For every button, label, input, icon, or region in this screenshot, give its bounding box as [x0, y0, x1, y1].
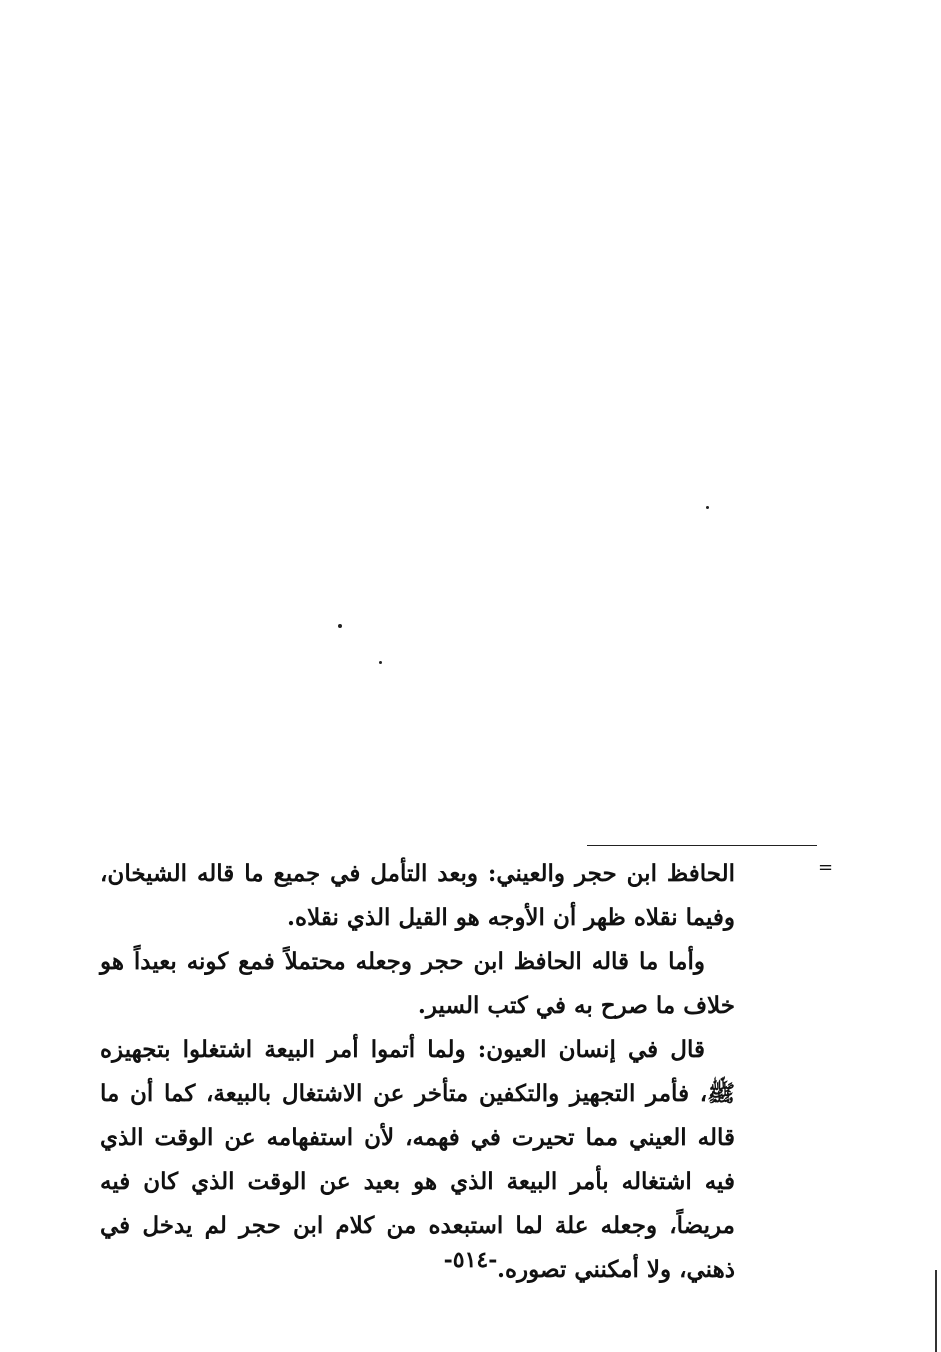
scan-edge-line [935, 1270, 937, 1352]
footnote-separator-rule [587, 845, 817, 846]
scan-speck [338, 624, 342, 628]
scan-speck [706, 506, 709, 509]
page-number: -٥١٤- [443, 1247, 498, 1273]
scan-speck [379, 661, 382, 664]
footnote-paragraph: قال في إنسان العيون: ولما أتموا أمر البيعة اشتغلوا بتجهيزه ﷺ، فأمر التجهيز والتكفين متأخر عن الاشتغال بالبيعة، كما أن ما قاله العيني مما تحيرت في فهمه، لأن استفهامه عن الوقت الذي فيه اشتغاله بأمر البيعة الذي هو بعيد عن الوقت الذي كان فيه مريضاً، وجعله علة لما استبعده من كلام ابن حجر لم يدخل في ذهني، ولا أمكنني تصوره. [100, 1036, 735, 1283]
footnote-text [100, 852, 735, 1292]
footnote-paragraph: الحافظ ابن حجر والعيني: وبعد التأمل في جميع ما قاله الشيخان، وفيما نقلاه ظهر أن الأوجه هو القيل الذي نقلاه. [100, 860, 735, 931]
footnote-continuation-mark: = [818, 857, 834, 878]
footnote-paragraph: وأما ما قاله الحافظ ابن حجر وجعله محتملاً فمع كونه بعيداً هو خلاف ما صرح به في كتب السير. [100, 948, 735, 1019]
